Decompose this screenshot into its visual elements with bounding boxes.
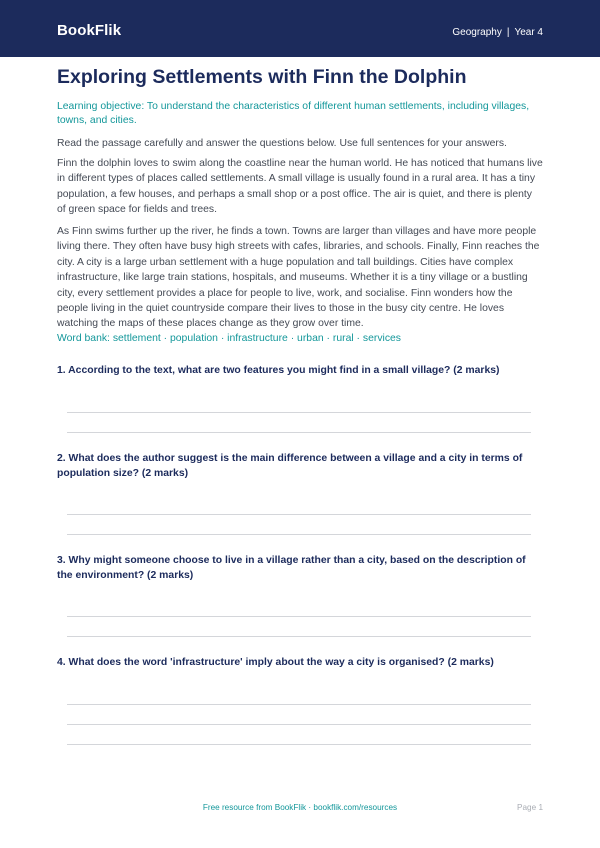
worksheet-title: Exploring Settlements with Finn the Dolphin bbox=[57, 66, 467, 88]
page-number: Page 1 bbox=[517, 803, 543, 812]
passage-paragraph-1: Finn the dolphin loves to swim along the coastline near the human world. He has noticed that humans live in different types of places called settlements. A small village is usually found in a rural area. It has a tiny population, a few houses, and perhaps a small shop or a post office. The air is quiet, and there is plenty of green space for fields and trees. bbox=[57, 158, 543, 216]
learning-objective: Learning objective: To understand the characteristics of different human settlements, including villages, towns, and cities. bbox=[57, 101, 530, 126]
subject-label: Geography bbox=[452, 27, 502, 38]
question-4: 4. What does the word 'infrastructure' imply about the way a city is organised? (2 marks) bbox=[57, 657, 494, 668]
footer-resource-text: Free resource from BookFlik · bookflik.com/resources bbox=[202, 803, 398, 812]
page-header bbox=[0, 0, 600, 57]
word-bank: Word bank: settlement · population · infrastructure · urban · rural · services bbox=[57, 333, 401, 344]
brand-logo-text: BookFlik bbox=[57, 22, 122, 39]
instructions-text: Read the passage carefully and answer the questions below. Use full sentences for your answers. bbox=[57, 138, 507, 149]
answer-line[interactable] bbox=[67, 534, 531, 535]
passage-paragraph-2: As Finn swims further up the river, he finds a town. Towns are larger than villages and have more people living there. They often have busy high streets with cafes, libraries, and schools. Finally, Finn reaches the city. A city is a large urban settlement with a huge population and tall buildings. Cities have complex infrastructure, like large train stations, hospitals, and museums. Whether it is a tiny village or a bustling city, every settlement provides a place for people to live, work, and socialise. Finn wonders how the people living in the quiet countryside compare their lives to those in the busy city centre. He loves watching the maps of these places change as they grow over time. bbox=[57, 226, 540, 330]
answer-line[interactable] bbox=[67, 514, 531, 515]
answer-line[interactable] bbox=[67, 412, 531, 413]
answer-line[interactable] bbox=[67, 636, 531, 637]
answer-line[interactable] bbox=[67, 744, 531, 745]
answer-line[interactable] bbox=[67, 432, 531, 433]
question-3: 3. Why might someone choose to live in a village rather than a city, based on the description of the environment? (2 marks) bbox=[57, 555, 526, 581]
question-1: 1. According to the text, what are two features you might find in a small village? (2 marks) bbox=[57, 365, 500, 376]
answer-line[interactable] bbox=[67, 704, 531, 705]
year-label: Year 4 bbox=[514, 27, 543, 38]
question-2: 2. What does the author suggest is the main difference between a village and a city in terms of population size? (2 marks) bbox=[57, 453, 523, 479]
answer-line[interactable] bbox=[67, 724, 531, 725]
meta-separator: | bbox=[506, 27, 510, 38]
answer-line[interactable] bbox=[67, 616, 531, 617]
subject-year-label bbox=[452, 27, 543, 38]
